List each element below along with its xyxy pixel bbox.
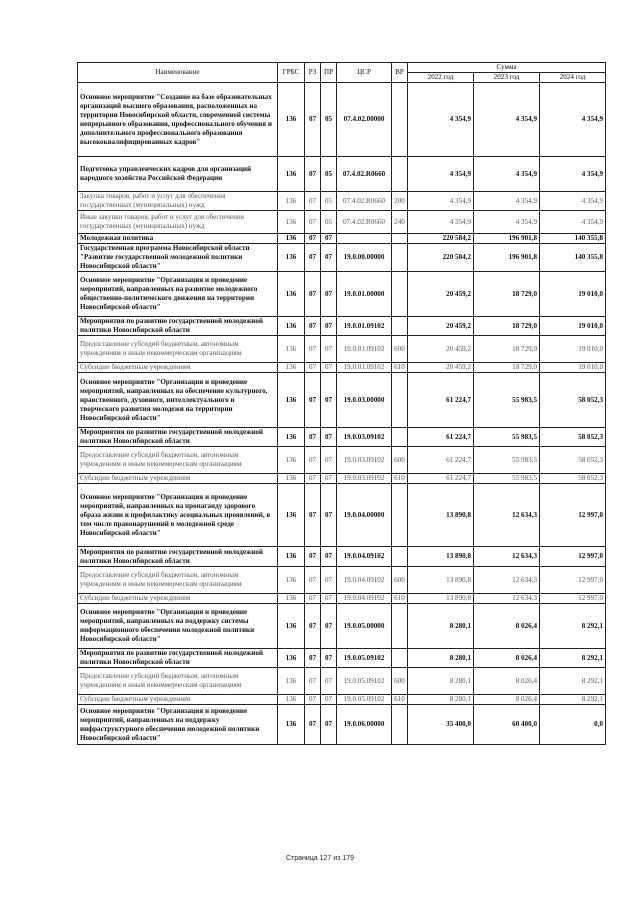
cell-name: Основное мероприятие "Организация и проведение мероприятий, направленных на поддержку системы информационного обеспечения молодежной политики Новосибирской области" xyxy=(78,604,278,649)
cell-grbs: 136 xyxy=(278,705,305,745)
cell-2024: 58 052,3 xyxy=(540,428,606,447)
cell-name: Субсидии бюджетным учреждениям xyxy=(78,594,278,604)
cell-grbs: 136 xyxy=(278,695,305,705)
cell-grbs: 136 xyxy=(278,547,305,567)
cell-pr: 07 xyxy=(321,547,337,567)
cell-name: Иные закупки товаров, работ и услуг для обеспечения государственных (муниципальных) нужд xyxy=(78,211,278,234)
cell-rz: 07 xyxy=(305,604,321,649)
cell-pr: 07 xyxy=(321,272,337,317)
cell-rz: 07 xyxy=(305,428,321,447)
cell-grbs: 136 xyxy=(278,317,305,336)
cell-pr: 07 xyxy=(321,594,337,604)
cell-2022: 61 224,7 xyxy=(408,428,474,447)
cell-vr xyxy=(392,272,408,317)
cell-grbs: 136 xyxy=(278,192,305,211)
cell-2023: 55 983,5 xyxy=(474,447,540,474)
cell-csr: 19.0.00.00000 xyxy=(337,244,392,272)
cell-2023: 55 983,5 xyxy=(474,428,540,447)
cell-2024: 19 010,0 xyxy=(540,363,606,373)
cell-csr: 19.0.04.00000 xyxy=(337,484,392,547)
cell-2023: 4 354,9 xyxy=(474,211,540,234)
header-rz: РЗ xyxy=(305,63,321,83)
cell-2022: 4 354,9 xyxy=(408,192,474,211)
table-row xyxy=(78,668,606,695)
cell-2024: 4 354,9 xyxy=(540,157,606,192)
cell-rz: 07 xyxy=(305,234,321,244)
cell-2023: 18 729,0 xyxy=(474,317,540,336)
cell-grbs: 136 xyxy=(278,594,305,604)
cell-pr: 07 xyxy=(321,447,337,474)
cell-2023: 4 354,9 xyxy=(474,157,540,192)
cell-name: Субсидии бюджетным учреждениям xyxy=(78,474,278,484)
cell-rz: 07 xyxy=(305,157,321,192)
cell-rz: 07 xyxy=(305,83,321,157)
cell-2023: 18 729,0 xyxy=(474,336,540,363)
cell-2022: 61 224,7 xyxy=(408,474,474,484)
cell-name: Основное мероприятие "Создание на базе образовательных организаций высшего образования, расположенных на территории Новосибирской области, современной системы непрерывного образования, профессионального обучения и дополнительного профессионального образования высококвалифицированных кадров" xyxy=(78,83,278,157)
cell-rz: 07 xyxy=(305,244,321,272)
cell-2024: 4 354,9 xyxy=(540,192,606,211)
cell-2023: 18 729,0 xyxy=(474,363,540,373)
cell-2022: 220 584,2 xyxy=(408,234,474,244)
cell-2023: 12 634,3 xyxy=(474,484,540,547)
cell-2022: 220 584,2 xyxy=(408,244,474,272)
table-row xyxy=(78,604,606,649)
cell-2022: 13 890,8 xyxy=(408,567,474,594)
cell-csr: 19.0.06.00000 xyxy=(337,705,392,745)
cell-2023: 8 026,4 xyxy=(474,604,540,649)
cell-2024: 12 997,0 xyxy=(540,484,606,547)
cell-rz: 07 xyxy=(305,474,321,484)
cell-grbs: 136 xyxy=(278,668,305,695)
cell-grbs: 136 xyxy=(278,604,305,649)
table-row xyxy=(78,373,606,428)
cell-rz: 07 xyxy=(305,649,321,668)
cell-csr: 07.4.02.R0660 xyxy=(337,192,392,211)
cell-2023: 4 354,9 xyxy=(474,192,540,211)
header-csr: ЦСР xyxy=(337,63,392,83)
cell-2024: 58 052,3 xyxy=(540,474,606,484)
cell-2023: 8 026,4 xyxy=(474,695,540,705)
cell-vr: 200 xyxy=(392,192,408,211)
cell-name: Основное мероприятие "Организация и проведение мероприятий, направленных на поддержку инфраструктурного обеспечения молодежной политики Новосибирской области" xyxy=(78,705,278,745)
cell-2022: 13 890,8 xyxy=(408,547,474,567)
cell-pr: 07 xyxy=(321,695,337,705)
table-row xyxy=(78,336,606,363)
cell-csr: 19.0.05.09102 xyxy=(337,668,392,695)
cell-rz: 07 xyxy=(305,336,321,363)
cell-csr: 07.4.02.R0660 xyxy=(337,211,392,234)
cell-csr xyxy=(337,234,392,244)
cell-pr: 05 xyxy=(321,157,337,192)
cell-csr: 19.0.01.09102 xyxy=(337,363,392,373)
header-year-2022: 2022 год xyxy=(408,73,474,83)
cell-2022: 8 280,1 xyxy=(408,649,474,668)
header-vr: ВР xyxy=(392,63,408,83)
table-header xyxy=(78,63,606,83)
cell-name: Субсидии бюджетным учреждениям xyxy=(78,695,278,705)
table-row xyxy=(78,234,606,244)
cell-2024: 140 355,8 xyxy=(540,244,606,272)
cell-pr: 07 xyxy=(321,668,337,695)
cell-csr: 19.0.04.09102 xyxy=(337,547,392,567)
cell-name: Основное мероприятие "Организация и проведение мероприятий, направленных на пропаганду здорового образа жизни и профилактику асоциальных проявлений, в том числе правонарушений в молодежной среде Новосибирской области" xyxy=(78,484,278,547)
cell-grbs: 136 xyxy=(278,567,305,594)
cell-2023: 12 634,3 xyxy=(474,567,540,594)
cell-csr: 19.0.03.09102 xyxy=(337,474,392,484)
cell-vr xyxy=(392,244,408,272)
cell-grbs: 136 xyxy=(278,649,305,668)
cell-name: Мероприятия по развитию государственной молодежной политики Новосибирской области xyxy=(78,547,278,567)
cell-2024: 8 292,1 xyxy=(540,695,606,705)
cell-2024: 4 354,9 xyxy=(540,211,606,234)
cell-vr: 240 xyxy=(392,211,408,234)
cell-rz: 07 xyxy=(305,272,321,317)
cell-pr: 07 xyxy=(321,428,337,447)
cell-2022: 20 459,2 xyxy=(408,272,474,317)
cell-grbs: 136 xyxy=(278,234,305,244)
cell-2022: 8 280,1 xyxy=(408,604,474,649)
table-row xyxy=(78,317,606,336)
cell-grbs: 136 xyxy=(278,211,305,234)
cell-csr: 07.4.02.00000 xyxy=(337,83,392,157)
table-row xyxy=(78,211,606,234)
cell-2022: 35 400,0 xyxy=(408,705,474,745)
cell-rz: 07 xyxy=(305,594,321,604)
cell-2022: 20 459,2 xyxy=(408,363,474,373)
header-name: Наименование xyxy=(78,63,278,83)
cell-vr: 600 xyxy=(392,447,408,474)
cell-vr xyxy=(392,373,408,428)
cell-csr: 19.0.01.00000 xyxy=(337,272,392,317)
cell-vr: 610 xyxy=(392,474,408,484)
cell-rz: 07 xyxy=(305,373,321,428)
cell-csr: 19.0.01.09102 xyxy=(337,317,392,336)
header-year-2024: 2024 год xyxy=(540,73,606,83)
cell-2024: 19 010,0 xyxy=(540,336,606,363)
table-row xyxy=(78,192,606,211)
cell-grbs: 136 xyxy=(278,83,305,157)
cell-pr: 07 xyxy=(321,363,337,373)
cell-grbs: 136 xyxy=(278,244,305,272)
table-row xyxy=(78,474,606,484)
cell-2024: 12 997,0 xyxy=(540,547,606,567)
cell-2024: 12 997,0 xyxy=(540,594,606,604)
cell-2024: 58 052,3 xyxy=(540,373,606,428)
cell-grbs: 136 xyxy=(278,336,305,363)
cell-csr: 19.0.05.09102 xyxy=(337,649,392,668)
cell-name: Подготовка управленческих кадров для организаций народного хозяйства Российской Федерации xyxy=(78,157,278,192)
cell-vr xyxy=(392,705,408,745)
cell-grbs: 136 xyxy=(278,484,305,547)
cell-rz: 07 xyxy=(305,547,321,567)
cell-vr: 610 xyxy=(392,594,408,604)
cell-rz: 07 xyxy=(305,705,321,745)
table-row xyxy=(78,547,606,567)
cell-vr xyxy=(392,547,408,567)
cell-pr: 07 xyxy=(321,705,337,745)
cell-csr: 19.0.04.09102 xyxy=(337,567,392,594)
cell-name: Мероприятия по развитию государственной молодежной политики Новосибирской области xyxy=(78,317,278,336)
cell-name: Молодежная политика xyxy=(78,234,278,244)
cell-2022: 20 459,2 xyxy=(408,317,474,336)
cell-vr xyxy=(392,428,408,447)
cell-pr: 07 xyxy=(321,649,337,668)
cell-vr xyxy=(392,484,408,547)
cell-name: Основное мероприятие "Организация и проведение мероприятий, направленных на обеспечение культурного, нравственного, духовного, интеллектуального и творческого развития молодежи на территории Новосибирской области" xyxy=(78,373,278,428)
cell-csr: 19.0.05.09102 xyxy=(337,695,392,705)
cell-2024: 8 292,1 xyxy=(540,668,606,695)
cell-rz: 07 xyxy=(305,567,321,594)
cell-vr xyxy=(392,83,408,157)
cell-rz: 07 xyxy=(305,668,321,695)
cell-csr: 19.0.04.09102 xyxy=(337,594,392,604)
table-row xyxy=(78,649,606,668)
cell-csr: 19.0.03.09102 xyxy=(337,447,392,474)
cell-2022: 8 280,1 xyxy=(408,668,474,695)
table-row xyxy=(78,157,606,192)
cell-vr xyxy=(392,604,408,649)
cell-2024: 12 997,0 xyxy=(540,567,606,594)
table-row xyxy=(78,594,606,604)
cell-2023: 18 729,0 xyxy=(474,272,540,317)
cell-pr: 07 xyxy=(321,234,337,244)
cell-2023: 196 901,8 xyxy=(474,234,540,244)
cell-name: Государственная программа Новосибирской области "Развитие государственной молодежной политики Новосибирской области" xyxy=(78,244,278,272)
cell-grbs: 136 xyxy=(278,474,305,484)
cell-pr: 05 xyxy=(321,192,337,211)
cell-vr: 610 xyxy=(392,695,408,705)
table-row xyxy=(78,428,606,447)
cell-rz: 07 xyxy=(305,363,321,373)
cell-2022: 13 890,8 xyxy=(408,594,474,604)
cell-2024: 58 052,3 xyxy=(540,447,606,474)
cell-pr: 07 xyxy=(321,244,337,272)
table-row xyxy=(78,484,606,547)
cell-vr: 600 xyxy=(392,668,408,695)
cell-2024: 0,0 xyxy=(540,705,606,745)
cell-name: Основное мероприятие "Организация и проведение мероприятий, направленных на развитие молодежного общественно-политического движения на территории Новосибирской области" xyxy=(78,272,278,317)
table-row xyxy=(78,363,606,373)
cell-rz: 07 xyxy=(305,211,321,234)
cell-pr: 05 xyxy=(321,83,337,157)
cell-name: Предоставление субсидий бюджетным, автономным учреждениям и иным некоммерческим организациям xyxy=(78,567,278,594)
cell-2024: 8 292,1 xyxy=(540,604,606,649)
cell-pr: 07 xyxy=(321,373,337,428)
cell-vr: 600 xyxy=(392,336,408,363)
cell-vr: 600 xyxy=(392,567,408,594)
cell-2022: 13 890,8 xyxy=(408,484,474,547)
cell-pr: 07 xyxy=(321,604,337,649)
cell-name: Предоставление субсидий бюджетным, автономным учреждениям и иным некоммерческим организациям xyxy=(78,668,278,695)
cell-grbs: 136 xyxy=(278,428,305,447)
page-number: Страница 127 из 179 xyxy=(285,855,355,862)
cell-csr: 07.4.02.R0660 xyxy=(337,157,392,192)
cell-2023: 55 983,5 xyxy=(474,474,540,484)
cell-2024: 19 010,0 xyxy=(540,317,606,336)
cell-grbs: 136 xyxy=(278,447,305,474)
cell-pr: 05 xyxy=(321,211,337,234)
cell-2023: 4 354,9 xyxy=(474,83,540,157)
cell-2022: 4 354,9 xyxy=(408,211,474,234)
cell-2022: 61 224,7 xyxy=(408,447,474,474)
table-row xyxy=(78,447,606,474)
cell-2024: 140 355,8 xyxy=(540,234,606,244)
cell-pr: 07 xyxy=(321,336,337,363)
table-row xyxy=(78,567,606,594)
table-row xyxy=(78,705,606,745)
table-row xyxy=(78,695,606,705)
cell-name: Мероприятия по развитию государственной молодежной политики Новосибирской области xyxy=(78,649,278,668)
cell-2022: 20 459,2 xyxy=(408,336,474,363)
cell-grbs: 136 xyxy=(278,272,305,317)
cell-csr: 19.0.03.09102 xyxy=(337,428,392,447)
cell-name: Субсидии бюджетным учреждениям xyxy=(78,363,278,373)
cell-grbs: 136 xyxy=(278,363,305,373)
cell-vr xyxy=(392,649,408,668)
cell-2023: 8 026,4 xyxy=(474,649,540,668)
header-grbs: ГРБС xyxy=(278,63,305,83)
cell-grbs: 136 xyxy=(278,373,305,428)
cell-csr: 19.0.05.00000 xyxy=(337,604,392,649)
table-row xyxy=(78,244,606,272)
cell-2024: 19 010,0 xyxy=(540,272,606,317)
cell-2022: 8 280,1 xyxy=(408,695,474,705)
cell-2023: 12 634,3 xyxy=(474,547,540,567)
cell-vr: 610 xyxy=(392,363,408,373)
cell-rz: 07 xyxy=(305,192,321,211)
header-pr: ПР xyxy=(321,63,337,83)
cell-pr: 07 xyxy=(321,567,337,594)
cell-2024: 8 292,1 xyxy=(540,649,606,668)
cell-rz: 07 xyxy=(305,447,321,474)
table-body xyxy=(78,83,606,745)
header-year-2023: 2023 год xyxy=(474,73,540,83)
cell-vr xyxy=(392,157,408,192)
table-row xyxy=(78,272,606,317)
cell-name: Мероприятия по развитию государственной молодежной политики Новосибирской области xyxy=(78,428,278,447)
cell-2022: 4 354,9 xyxy=(408,157,474,192)
cell-vr xyxy=(392,317,408,336)
cell-pr: 07 xyxy=(321,474,337,484)
budget-table xyxy=(77,62,606,745)
cell-name: Закупка товаров, работ и услуг для обеспечения государственных (муниципальных) нужд xyxy=(78,192,278,211)
cell-2023: 196 901,8 xyxy=(474,244,540,272)
cell-2024: 4 354,9 xyxy=(540,83,606,157)
cell-2022: 4 354,9 xyxy=(408,83,474,157)
cell-2023: 60 400,0 xyxy=(474,705,540,745)
cell-rz: 07 xyxy=(305,317,321,336)
header-sum: Сумма xyxy=(408,63,606,73)
cell-csr: 19.0.03.00000 xyxy=(337,373,392,428)
cell-pr: 07 xyxy=(321,317,337,336)
cell-csr: 19.0.01.09102 xyxy=(337,336,392,363)
cell-grbs: 136 xyxy=(278,157,305,192)
cell-pr: 07 xyxy=(321,484,337,547)
cell-name: Предоставление субсидий бюджетным, автономным учреждениям и иным некоммерческим организациям xyxy=(78,447,278,474)
cell-vr xyxy=(392,234,408,244)
cell-2022: 61 224,7 xyxy=(408,373,474,428)
cell-2023: 12 634,3 xyxy=(474,594,540,604)
cell-2023: 55 983,5 xyxy=(474,373,540,428)
cell-name: Предоставление субсидий бюджетным, автономным учреждениям и иным некоммерческим организациям xyxy=(78,336,278,363)
cell-rz: 07 xyxy=(305,484,321,547)
cell-2023: 8 026,4 xyxy=(474,668,540,695)
table-row xyxy=(78,83,606,157)
cell-rz: 07 xyxy=(305,695,321,705)
